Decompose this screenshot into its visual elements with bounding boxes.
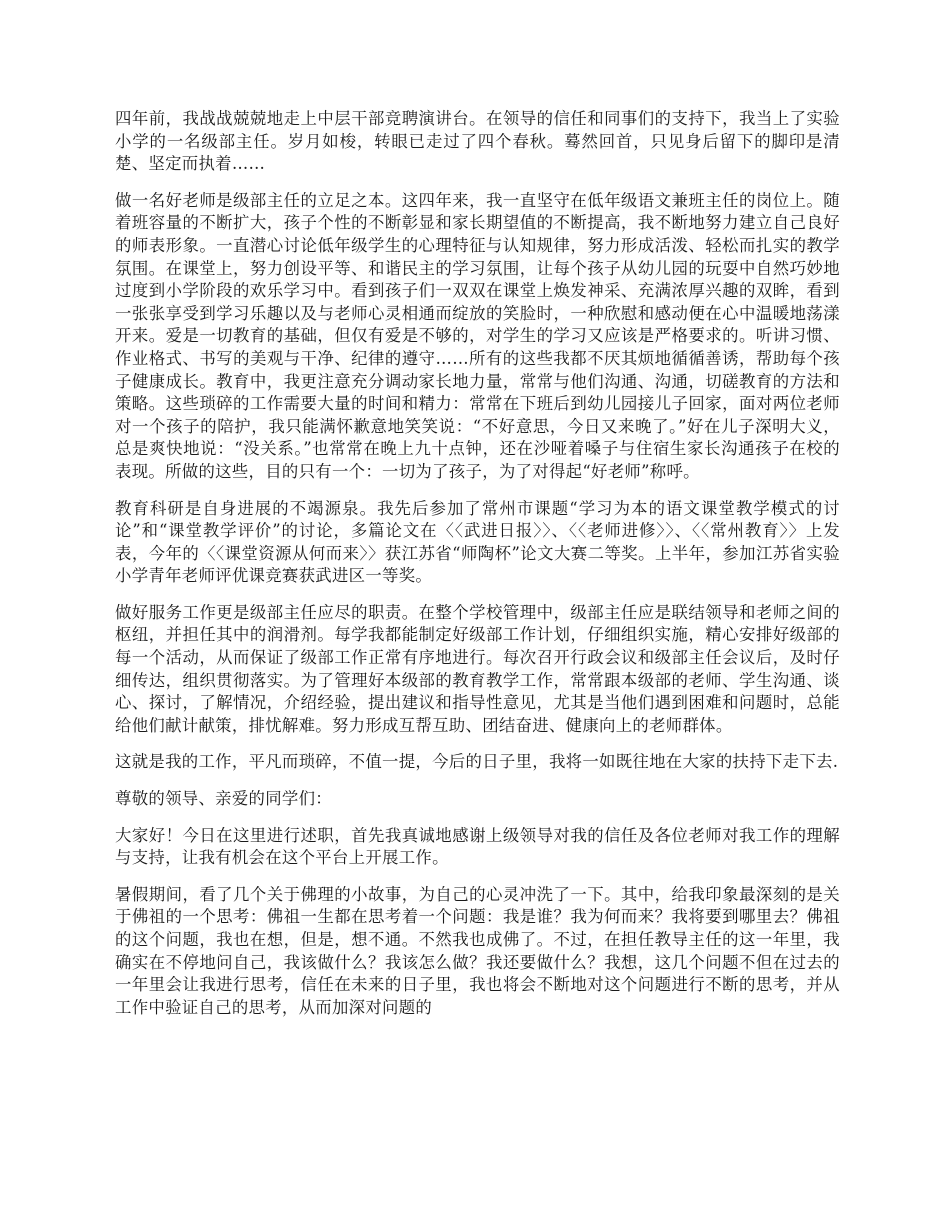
document-body [115,108,840,1033]
paragraph-service: 做好服务工作更是级部主任应尽的职责。在整个学校管理中，级部主任应是联结领导和老师之间的枢纽，并担任其中的润滑剂。每学我都能制定好级部工作计划，仔细组织实施，精心安排好级部的每一个活动，从而保证了级部工作正常有序地进行。每次召开行政会议和级部主任会议后，及时仔细传达，组织贯彻落实。为了管理好本级部的教育教学工作，常常跟本级部的老师、学生沟通、谈心、探讨，了解情况，介绍经验，提出建议和指导性意见，尤其是当他们遇到困难和问题时，总能给他们献计献策，排忧解难。努力形成互帮互助、团结奋进、健康向上的老师群体。 [115,602,840,735]
paragraph-research: 教育科研是自身进展的不竭源泉。我先后参加了常州市课题“学习为本的语文课堂教学模式的讨论”和“课堂教学评价”的讨论，多篇论文在〈〈武进日报〉〉、〈〈老师进修〉〉、〈〈常州教育〉〉上发表，今年的〈〈课堂资源从何而来〉〉获江苏省“师陶杯”论文大赛二等奖。上半年，参加江苏省实验小学青年老师评优课竞赛获武进区一等奖。 [115,498,840,586]
paragraph-greeting: 大家好！今日在这里进行述职，首先我真诚地感谢上级领导对我的信任及各位老师对我工作的理解与支持，让我有机会在这个平台上开展工作。 [115,825,840,868]
paragraph-reflection: 暑假期间，看了几个关于佛理的小故事，为自己的心灵冲洗了一下。其中，给我印象最深刻的是关于佛祖的一个思考：佛祖一生都在思考着一个问题：我是谁？我为何而来？我将要到哪里去？佛祖的这个问题，我也在想，但是，想不通。不然我也成佛了。不过，在担任教导主任的这一年里，我确实在不停地问自己，我该做什么？我该怎么做？我还要做什么？我想，这几个问题不但在过去的一年里会让我进行思考，信任在未来的日子里，我也将会不断地对这个问题进行不断的思考，并从工作中验证自己的思考，从而加深对问题的 [115,884,840,1017]
paragraph-intro: 四年前，我战战兢兢地走上中层干部竞聘演讲台。在领导的信任和同事们的支持下，我当上了实验小学的一名级部主任。岁月如梭，转眼已走过了四个春秋。蓦然回首，只见身后留下的脚印是清楚、坚定而执着…… [115,109,840,174]
paragraph-good-teacher: 做一名好老师是级部主任的立足之本。这四年来，我一直坚守在低年级语文兼班主任的岗位上。随着班容量的不断扩大，孩子个性的不断彰显和家长期望值的不断提高，我不断地努力建立自己良好的师表形象。一直潜心讨论低年级学生的心理特征与认知规律，努力形成活泼、轻松而扎实的教学氛围。在课堂上，努力创设平等、和谐民主的学习氛围，让每个孩子从幼儿园的玩耍中自然巧妙地过度到小学阶段的欢乐学习中。看到孩子们一双双在课堂上焕发神采、充满浓厚兴趣的双眸，看到一张张享受到学习乐趣以及与老师心灵相通而绽放的笑脸时，一种欣慰和感动便在心中温暖地荡漾开来。爱是一切教育的基础，但仅有爱是不够的，对学生的学习又应该是严格要求的。听讲习惯、作业格式、书写的美观与干净、纪律的遵守……所有的这些我都不厌其烦地循循善诱，帮助每个孩子健康成长。教育中，我更注意充分调动家长地力量，常常与他们沟通、沟通，切磋教育的方法和策略。这些琐碎的工作需要大量的时间和精力：常常在下班后到幼儿园接儿子回家，面对两位老师对一个孩子的陪护，我只能满怀歉意地笑笑说：“不好意思，今日又来晚了。”好在儿子深明大义，总是爽快地说：“没关系。”也常常在晚上九十点钟，还在沙哑着嗓子与住宿生家长沟通孩子在校的表现。所做的这些，目的只有一个：一切为了孩子，为了对得起“好老师”称呼。 [115,190,840,481]
paragraph-closing: 这就是我的工作，平凡而琐碎，不值一提，今后的日子里，我将一如既往地在大家的扶持下走下去. [115,752,839,772]
paragraph-salutation: 尊敬的领导、亲爱的同学们： [115,789,332,809]
